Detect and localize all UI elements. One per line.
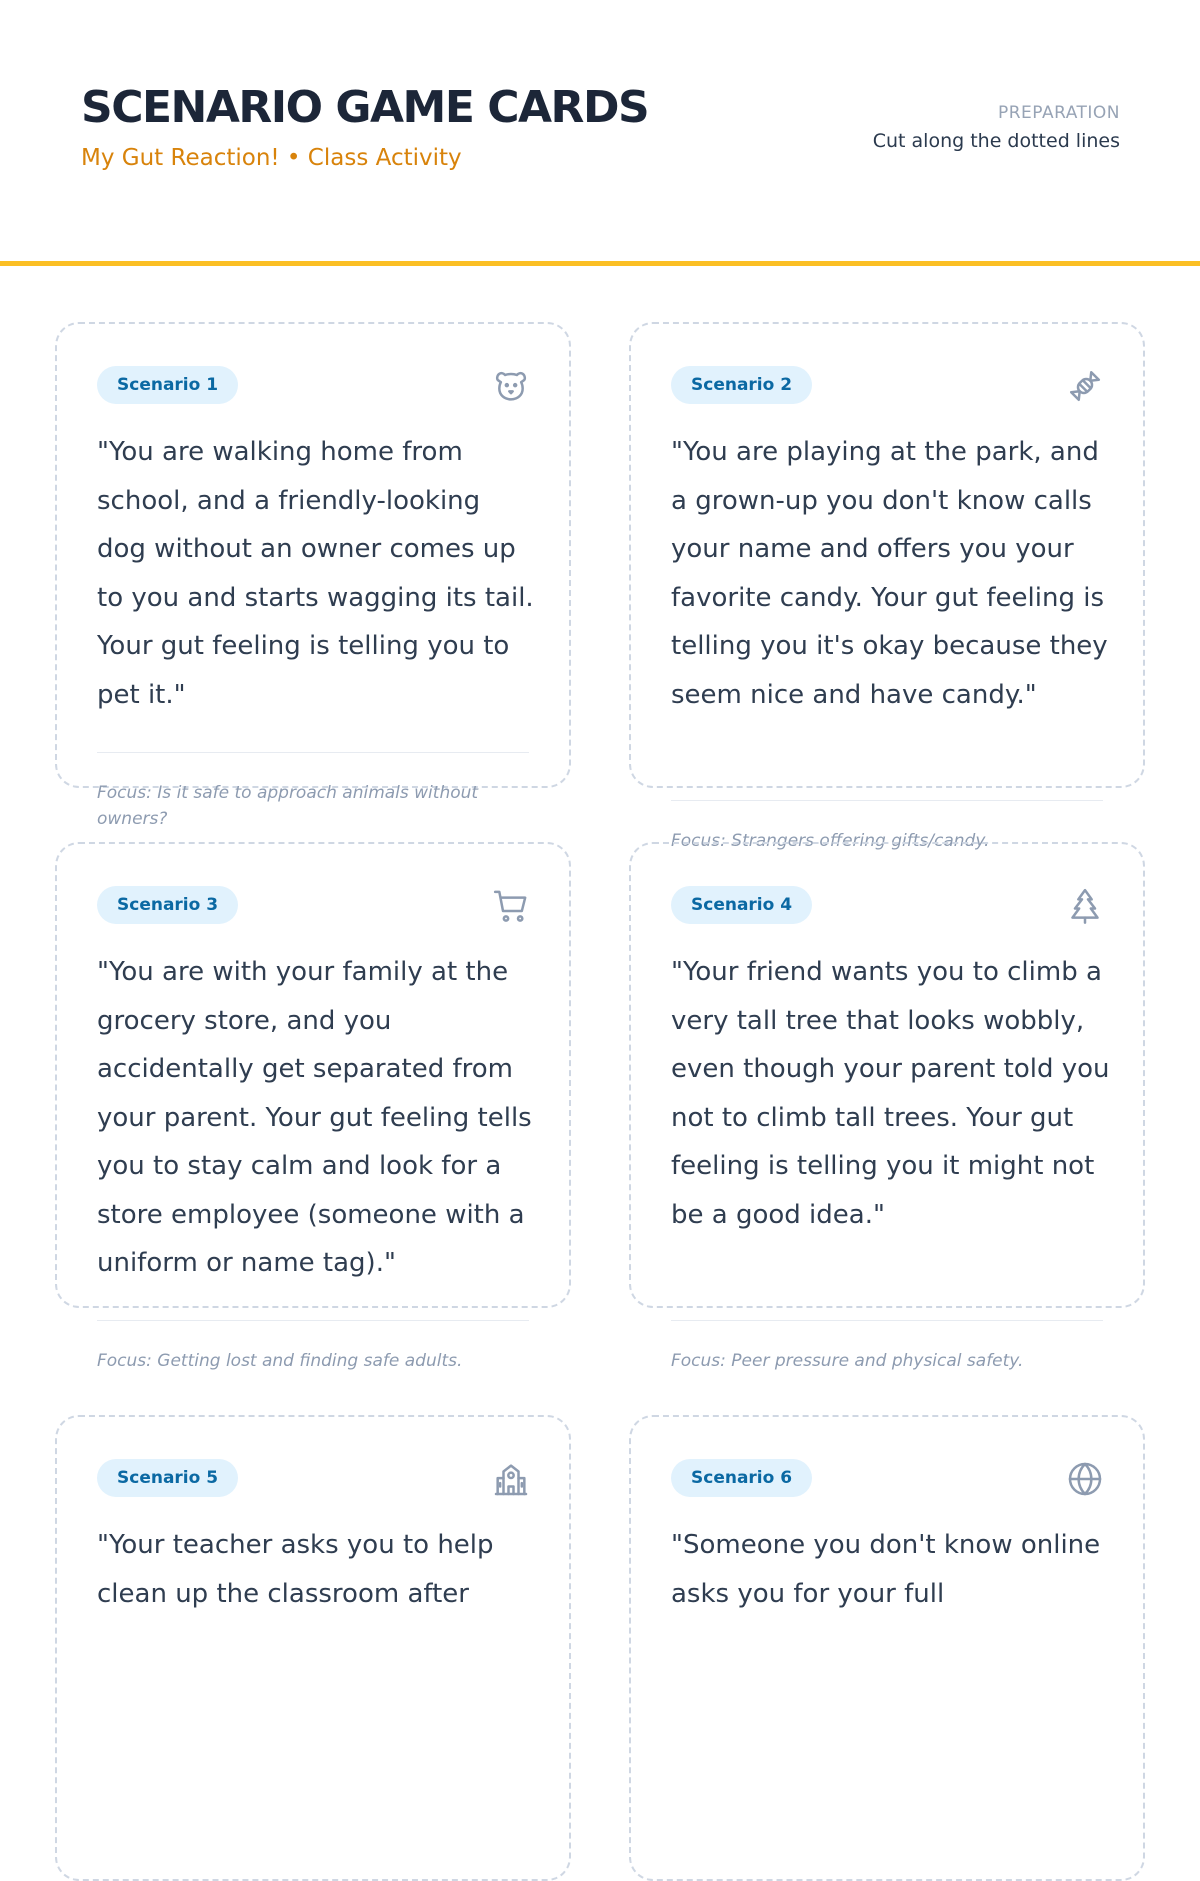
scenario-text: "Someone you don't know online asks you for your full [671, 1530, 1101, 1609]
scenario-text: "You are walking home from school, and a friendly-looking dog without an owner comes up to you and starts wagging its tail. Your gut feeling is telling you to pet it." [97, 437, 534, 710]
card-divider [97, 1320, 529, 1321]
card-divider [671, 800, 1103, 801]
preparation-label: PREPARATION [997, 103, 1120, 123]
page-subtitle: My Gut Reaction! • Class Activity [81, 145, 462, 171]
scenario-card-1 [55, 322, 571, 829]
card-divider [671, 1320, 1103, 1321]
tree-icon [1065, 886, 1105, 926]
shopping-cart-icon [491, 886, 531, 926]
scenario-focus: Focus: Strangers offering gifts/candy. [671, 831, 990, 851]
scenario-card-5 [55, 1415, 571, 1881]
candy-icon [1065, 366, 1105, 406]
scenario-text: "You are with your family at the grocery store, and you accidentally get separated from your parent. Your gut feeling tells you to stay calm and look for a store employee (someone with a uniform or name tag)." [97, 957, 532, 1278]
scenario-focus: Focus: Getting lost and finding safe adults. [97, 1351, 463, 1371]
dog-icon [491, 366, 531, 406]
preparation-instructions: Cut along the dotted lines [872, 130, 1120, 152]
scenario-focus: Focus: Is it safe to approach animals without owners? [97, 783, 479, 829]
page-title: SCENARIO GAME CARDS [81, 82, 649, 133]
globe-icon [1065, 1459, 1105, 1499]
scenario-text: "Your teacher asks you to help clean up the classroom after [97, 1530, 494, 1609]
scenario-badge: Scenario 5 [97, 1459, 238, 1497]
scenario-badge: Scenario 2 [671, 366, 812, 404]
scenario-card-2 [629, 322, 1145, 851]
scenario-card-6 [629, 1415, 1145, 1881]
school-icon [491, 1459, 531, 1499]
scenario-text: "Your friend wants you to climb a very tall tree that looks wobbly, even though your parent told you not to climb tall trees. Your gut feeling is telling you it might not be a good idea." [671, 957, 1110, 1230]
scenario-text: "You are playing at the park, and a grown-up you don't know calls your name and offers you your favorite candy. Your gut feeling is telling you it's okay because they seem nice and have candy." [671, 437, 1108, 710]
scenario-card-3 [55, 842, 571, 1371]
scenario-badge: Scenario 4 [671, 886, 812, 924]
page-header [0, 0, 1200, 268]
scenario-card-4 [629, 842, 1145, 1371]
card-divider [97, 752, 529, 753]
header-divider [0, 261, 1200, 266]
scenario-badge: Scenario 3 [97, 886, 238, 924]
scenario-focus: Focus: Peer pressure and physical safety. [671, 1351, 1024, 1371]
scenario-badge: Scenario 6 [671, 1459, 812, 1497]
scenario-badge: Scenario 1 [97, 366, 238, 404]
